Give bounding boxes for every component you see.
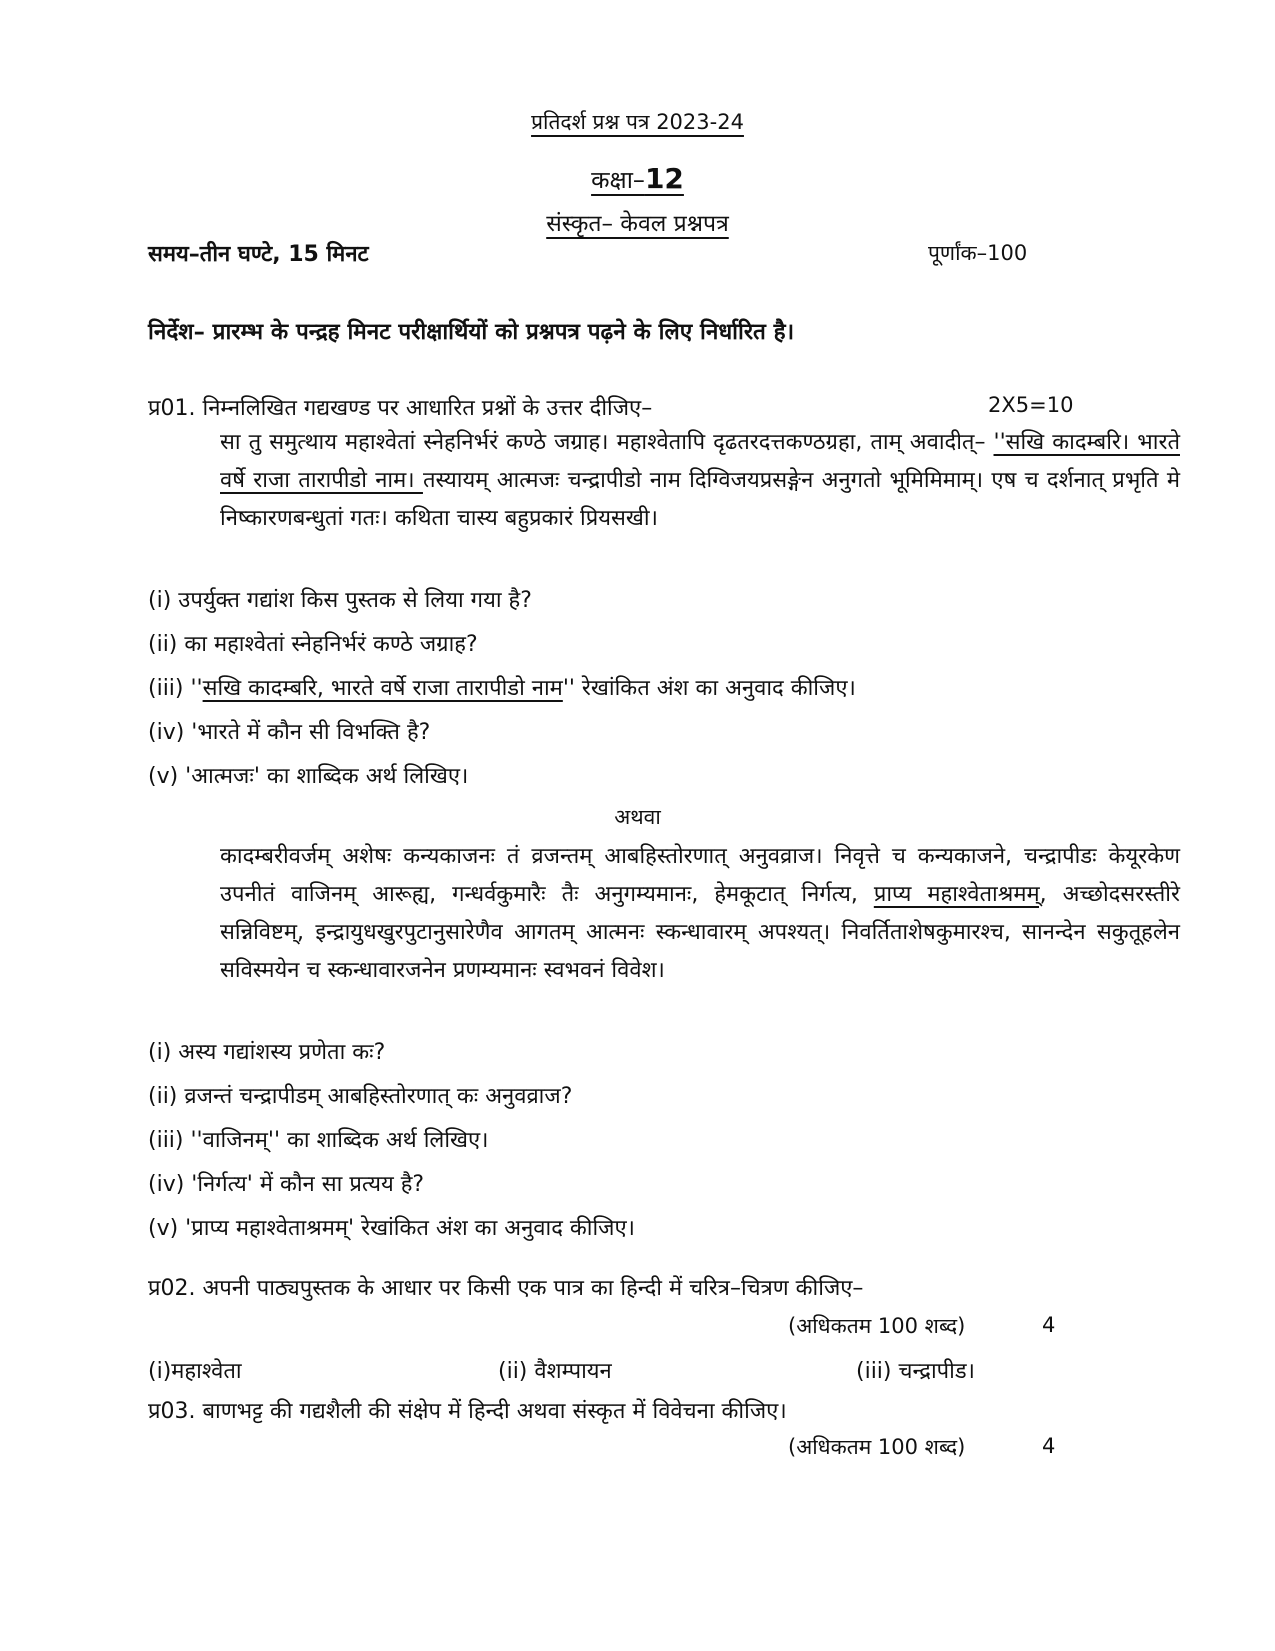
passage-2-question-3: (iii) ''वाजिनम्'' का शाब्दिक अर्थ लिखिए। — [148, 1128, 489, 1153]
question-2-marks: 4 — [1042, 1313, 1056, 1337]
passage-1-question-2: (ii) का महाश्वेतां स्नेहनिर्भरं कण्ठे जग्राह? — [148, 632, 478, 657]
class-heading — [0, 162, 1275, 196]
instruction: निर्देश– प्रारम्भ के पन्द्रह मिनट परीक्षार्थियों को प्रश्नपत्र पढ़ने के लिए निर्धारित है। — [148, 319, 795, 345]
question-1-label: प्र01. निम्नलिखित गद्यखण्ड पर आधारित प्रश्नों के उत्तर दीजिए– — [148, 396, 653, 421]
passage-1-question-5: (v) 'आत्मजः' का शाब्दिक अर्थ लिखिए। — [148, 764, 469, 789]
passage-1-question-3-prefix: (iii) '' — [148, 676, 203, 701]
question-2-label: प्र02. अपनी पाठ्यपुस्तक के आधार पर किसी एक पात्र का हिन्दी में चरित्र–चित्रण कीजिए– — [148, 1276, 864, 1301]
passage-1-question-1: (i) उपर्युक्त गद्यांश किस पुस्तक से लिया गया है? — [148, 588, 532, 613]
subject-heading — [0, 206, 1275, 238]
question-3-marks: 4 — [1042, 1434, 1056, 1458]
question-2-option-2: (ii) वैशम्पायन — [498, 1359, 612, 1384]
time-allowed: समय–तीन घण्टे, 15 मिनट — [148, 242, 369, 267]
or-divider: अथवा — [614, 805, 661, 829]
passage-2-part-1: कादम्बरीवर्जम् अशेषः कन्यकाजनः तं व्रजन्तम् आबहिस्तोरणात् अनुवव्राज। निवृत्ते च कन्यकाजने, चन्द्रापीडः केयूरकेण उपनीतं वाजिनम् आरूह्य, गन्धर्वकुमारैः तैः अनुगम्यमानः, हेमकूटात् निर्गत्य, — [220, 844, 1180, 907]
passage-2-question-1: (i) अस्य गद्यांशस्य प्रणेता कः? — [148, 1040, 386, 1065]
passage-1-question-3 — [148, 672, 856, 702]
question-2-option-3: (iii) चन्द्रापीड। — [856, 1359, 975, 1384]
passage-2-part-2: , अच्छोदसरस्तीरे सन्निविष्टम्, इन्द्रायुधखुरपुटानुसारेणैव आगतम् आत्मनः स्कन्धावारम् अपश्यत्। निवर्तिताशेषकुमारश्च, सानन्देन सकुतूहलेन सविस्मयेन च स्कन्धावारजनेन प्रणम्यमानः स्वभवनं विवेश। — [220, 882, 1180, 983]
paper-title-text: प्रतिदर्श प्रश्न पत्र 2023-24 — [531, 110, 744, 134]
passage-2 — [148, 838, 1180, 990]
passage-1 — [148, 424, 1180, 538]
passage-2-question-2: (ii) व्रजन्तं चन्द्रापीडम् आबहिस्तोरणात् कः अनुवव्राज? — [148, 1084, 573, 1109]
question-2-option-1: (i)महाश्वेता — [148, 1359, 242, 1384]
passage-1-question-3-underlined: सखि कादम्बरि, भारते वर्षे राजा तारापीडो नाम — [202, 676, 563, 701]
passage-2-question-5: (v) 'प्राप्य महाश्वेताश्रमम्' रेखांकित अंश का अनुवाद कीजिए। — [148, 1216, 636, 1241]
full-marks: पूर्णांक–100 — [928, 241, 1028, 265]
passage-2-question-4: (iv) 'निर्गत्य' में कौन सा प्रत्यय है? — [148, 1172, 425, 1197]
subject-heading-text: संस्कृत– केवल प्रश्नपत्र — [546, 211, 729, 237]
passage-1-underlined: ''सखि कादम्बरि। भारते वर्षे राजा तारापीडो नाम। — [220, 430, 1180, 493]
passage-1-part-2: तस्यायम् आत्मजः चन्द्रापीडो नाम दिग्विजयप्रसङ्गेन अनुगतो भूमिमिमाम्। एष च दर्शनात् प्रभृति मे निष्कारणबन्धुतां गतः। कथिता चास्य बहुप्रकारं प्रियसखी। — [220, 468, 1181, 531]
question-3-limit: (अधिकतम 100 शब्द) — [788, 1435, 966, 1459]
passage-1-question-4: (iv) 'भारते में कौन सी विभक्ति है? — [148, 720, 431, 745]
question-1-marks: 2X5=10 — [988, 393, 1074, 417]
question-2-limit: (अधिकतम 100 शब्द) — [788, 1314, 966, 1338]
class-prefix: कक्षा– — [591, 166, 645, 194]
class-number: 12 — [644, 162, 684, 195]
passage-2-underlined: प्राप्य महाश्वेताश्रमम् — [873, 882, 1040, 907]
class-heading-text — [591, 162, 684, 195]
passage-1-part-1: सा तु समुत्थाय महाश्वेतां स्नेहनिर्भरं कण्ठे जग्राह। महाश्वेतापि दृढतरदत्तकण्ठग्रहा, ताम् अवादीत्– — [220, 430, 994, 455]
question-3-label: प्र03. बाणभट्ट की गद्यशैली की संक्षेप में हिन्दी अथवा संस्कृत में विवेचना कीजिए। — [148, 1399, 787, 1424]
passage-1-question-3-suffix: '' रेखांकित अंश का अनुवाद कीजिए। — [562, 676, 856, 701]
paper-title — [0, 108, 1275, 136]
